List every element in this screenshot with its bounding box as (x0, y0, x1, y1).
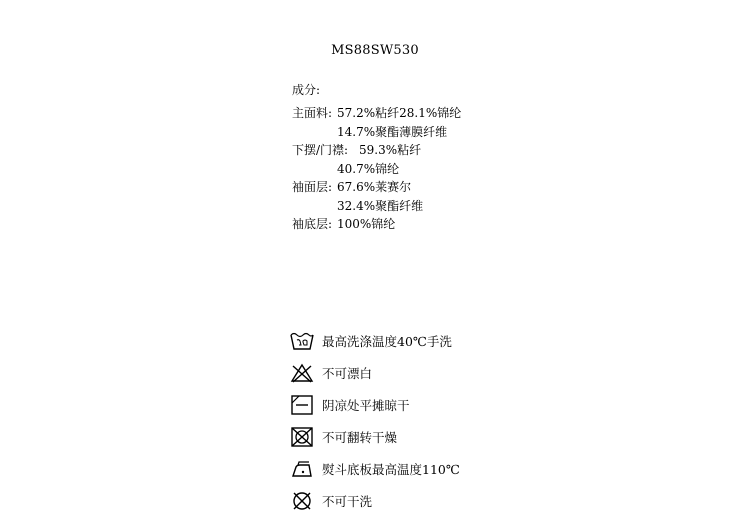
composition-value: 59.3%粘纤 (359, 143, 422, 157)
care-item (290, 453, 460, 485)
do-not-bleach-icon (290, 362, 314, 384)
composition-row (292, 178, 461, 197)
composition-row (292, 141, 461, 160)
iron-110-icon (290, 458, 314, 480)
composition-value: 57.2%粘纤28.1%锦纶 (337, 106, 462, 120)
care-item (290, 325, 460, 357)
care-item (290, 357, 460, 389)
composition-section (292, 82, 461, 234)
care-item (290, 421, 460, 453)
composition-value: 32.4%聚酯纤维 (337, 198, 424, 213)
composition-value: 100%锦纶 (337, 217, 396, 231)
model-code: MS88SW530 (331, 43, 419, 58)
composition-part-label: 主面料: (292, 106, 333, 120)
composition-part-label: 袖面层: (292, 180, 333, 194)
composition-row (292, 197, 461, 216)
composition-row (292, 104, 461, 123)
care-text: 不可翻转干燥 (322, 430, 398, 445)
composition-value: 67.6%莱赛尔 (337, 180, 412, 194)
wash-40-icon (290, 330, 314, 352)
dry-flat-shade-icon (290, 394, 314, 416)
care-text: 不可漂白 (322, 366, 373, 381)
care-item (290, 389, 460, 421)
composition-row (292, 123, 461, 142)
care-text: 阴凉处平摊晾干 (322, 398, 410, 413)
composition-value: 40.7%锦纶 (337, 161, 400, 176)
composition-row (292, 215, 461, 234)
care-instructions (290, 325, 460, 517)
composition-part-label: 袖底层: (292, 217, 333, 231)
care-text: 最高洗涤温度40℃手洗 (322, 334, 452, 349)
care-text: 熨斗底板最高温度110℃ (322, 462, 460, 477)
composition-value: 14.7%聚酯薄膜纤维 (337, 124, 448, 139)
do-not-tumble-dry-icon (290, 426, 314, 448)
care-text: 不可干洗 (322, 494, 373, 509)
composition-row (292, 160, 461, 179)
composition-title: 成分: (292, 83, 321, 97)
composition-part-label: 下摆/门襟: (292, 143, 349, 157)
do-not-dry-clean-icon (290, 490, 314, 512)
care-item (290, 485, 460, 517)
